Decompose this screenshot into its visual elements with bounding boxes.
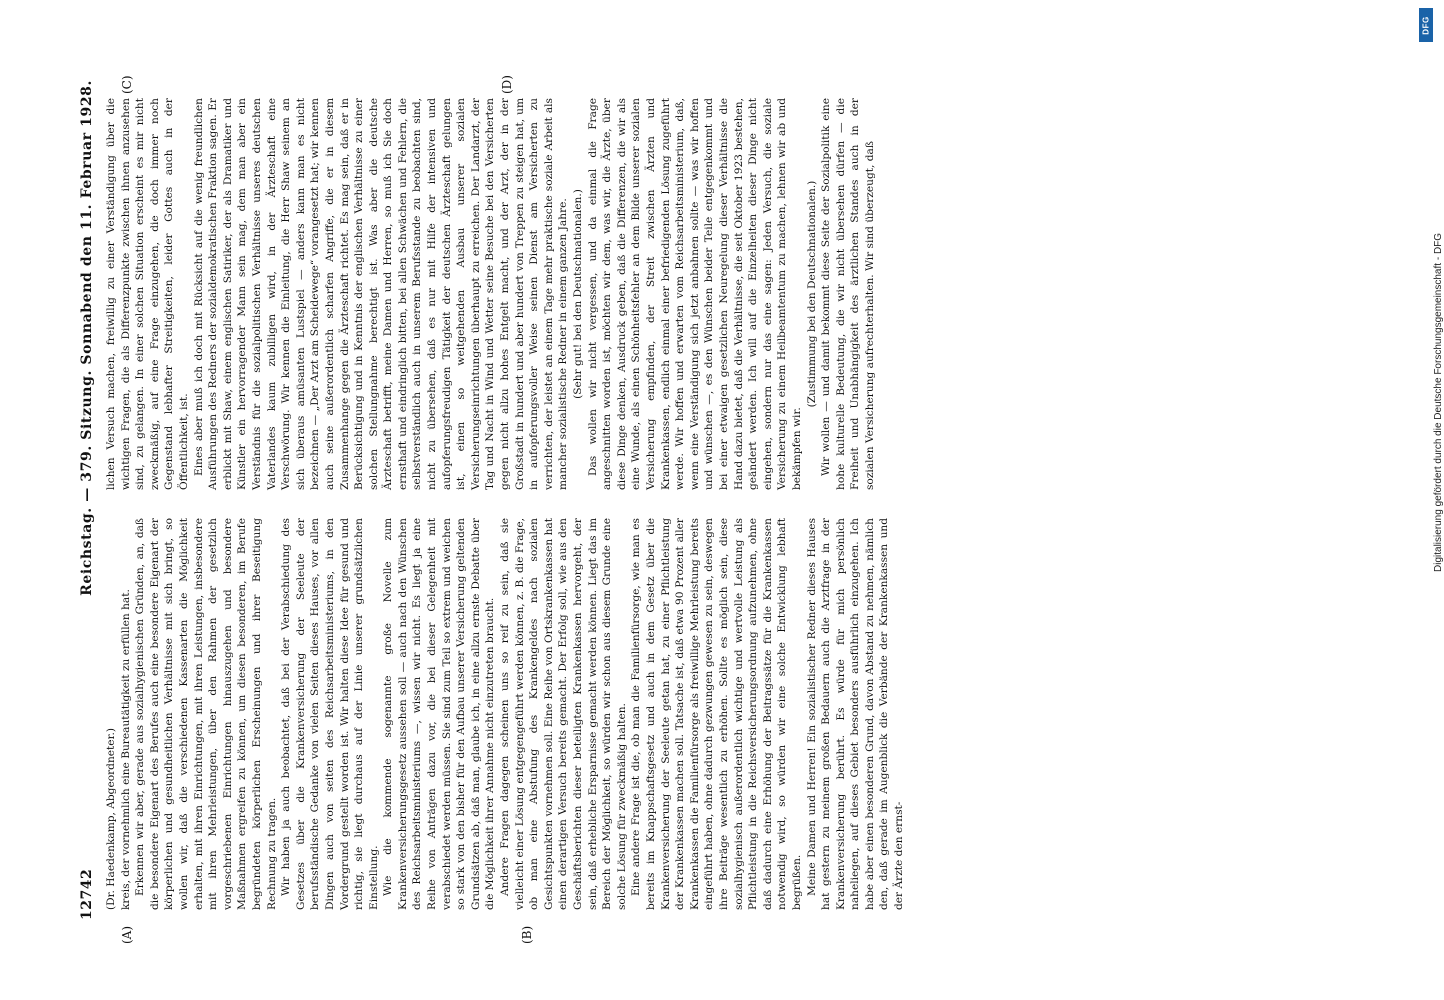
page-number: 12742 — [79, 868, 95, 920]
margin-marker-b: (B) — [520, 925, 534, 944]
margin-marker-c: (C) — [120, 75, 134, 94]
paragraph: Andere Fragen dagegen scheinen uns so reif zu sein, daß sie vielleicht einer Lösung entgegengeführt werden können, z. B. die Frage, ob man eine Abstufung des Krankengeldes nach sozialen Gesichtspunkten vornehmen soll. Eine Reihe von Ortskrankenkassen hat einen derartigen Versuch bereits gemacht. Der Erfolg soll, wie aus den Geschäftsberichten dieser beteiligten Krankenkassen hervorgeht, der sein, daß erhebliche Ersparnisse gemacht werden können. Liegt das im Bereich der Möglichkeit, so würden wir schon aus diesem Grunde eine solche Lösung für zweckmäßig halten. — [499, 517, 628, 910]
paragraph: (Sehr gut! bei den Deutschnationalen.) — [572, 189, 584, 399]
page-title: Reichstag. — 379. Sitzung. Sonnabend den 11. Februar 1928. — [79, 80, 95, 596]
margin-marker-a: (A) — [120, 925, 134, 944]
paragraph: Wir haben ja auch beobachtet, daß bei der Verabschiedung des Gesetzes über die Krankenversicherung der Seeleute der berufsständische Gedanke von vielen Seiten dieses Hauses, vor allen Dingen auch von seiten des Reichsarbeitsministeriums, in den Vordergrund gestellt worden ist. Wir halten diese Idee für gesund und richtig, sie liegt durchaus auf der Linie unserer grundsätzlichen Einstellung. — [280, 518, 380, 910]
paragraph: kreis, der vornehmlich eine Bureautätigkeit zu erfüllen hat. — [119, 589, 132, 910]
document-page — [79, 75, 906, 944]
paragraph: Erkennen wir aber, gerade aus sozialhygienischen Gründen, an, daß die besondere Eigenart des Berufes auch eine besondere Eigenart der körperlichen und gesundheitlichen Verhältnisse mit sich bringt, so wollen wir, daß die verschiedenen Kassenarten die Möglichkeit erhalten, mit ihren Einrichtungen, mit ihren Leistungen, insbesondere mit ihren Mehrleistungen, über den Rahmen der gesetzlich vorgeschriebenen Einrichtungen hinauszugehen und besondere Maßnahmen ergreifen zu können, um diesen besonderen, im Berufe begründeten körperlichen Erscheinungen und ihrer Beseitigung Rechnung zu tragen. — [134, 518, 278, 910]
paragraph: Wir wollen — und damit bekommt diese Seite der Sozialpolitik eine hohe kulturelle Bedeutung, die wir nicht übersehen dürfen — die Freiheit und Unabhängigkeit des ärztlichen Standes auch in der sozialen Versicherung aufrechterhalten. Wir sind überzeugt, daß — [820, 98, 876, 490]
right-column — [104, 98, 876, 490]
page-header — [80, 80, 100, 920]
paragraph: lichen Versuch machen, freiwillig zu einer Verständigung über die wichtigen Fragen, die als Differenzpunkte zwischen ihnen anzusehen sind, zu gelangen. In einer solchen Situation erscheint es mir nicht zweckmäßig, auf eine Frage einzugehen, die doch immer noch Gegenstand lebhafter Streitigkeiten, leider Gottes auch in der Öffentlichkeit, ist. — [105, 98, 190, 490]
paragraph: Das wollen wir nicht vergessen, und da einmal die Frage angeschnitten worden ist, möchten wir dem, was wir, die Ärzte, über diese Dinge denken, Ausdruck geben, daß die Differenzen, die wir als eine Wunde, als einen Schönheitsfehler an dem Bilde unserer sozialen Versicherung empfinden, der Streit zwischen Ärzten und Krankenkassen, endlich einmal einer befriedigenden Lösung zugeführt werde. Wir hoffen und erwarten vom Reichsarbeitsministerium, daß, wenn eine Verständigung sich jetzt anbahnen sollte — was wir hoffen und wünschen —, es den Wünschen beider Teile entgegenkommt und bei einer etwaigen gesetzlichen Neuregelung dieser Verhältnisse die Hand dazu bietet, daß die Verhältnisse, die seit Oktober 1923 bestehen, geändert werden. Ich will auf die Einzelheiten dieser Dinge nicht eingehen, sondern nur das eine sagen: Jeden Versuch, die soziale Versicherung zu einem Heilbeamtentum zu machen, lehnen wir ab und bekämpfen wir. — [586, 98, 803, 490]
margin-marker-d: (D) — [500, 75, 514, 94]
paragraph: Eine andere Frage ist die, ob man die Familienfürsorge, wie man es bereits im Knappschaftsgesetz und auch in dem Gesetz über die Krankenversicherung der Seeleute getan hat, zu einer Pflichtleistung der Krankenkassen machen soll. Tatsache ist, daß etwa 90 Prozent aller Krankenkassen die Familienfürsorge als freiwillige Mehrleistung bereits eingeführt haben, ohne dadurch gezwungen gewesen zu sein, deswegen ihre Beiträge wesentlich zu erhöhen. Sollte es möglich sein, diese sozialhygienisch außerordentlich wichtige und wertvolle Leistung als Pflichtleistung in die Reichsversicherungsordnung aufzunehmen, ohne daß dadurch eine Erhöhung der Beitragssätze für die Krankenkassen notwendig wird, so würden wir eine solche Entwicklung lebhaft begrüßen. — [630, 518, 803, 910]
paragraph: (Zustimmung bei den Deutschnationalen.) — [805, 180, 818, 408]
dfg-logo-text: DFG — [1421, 15, 1431, 35]
paragraph: (Dr. Haedenkamp, Abgeordneter.) — [105, 728, 117, 910]
left-column — [104, 517, 906, 910]
digitization-notice — [1419, 12, 1444, 992]
paragraph: Wie die kommende sogenannte große Novelle zum Krankenversicherungsgesetz aussehen soll — auch nach den Wünschen des Reichsarbeitsministeriums —, wissen wir nicht. Es liegt ja eine Reihe von Anträgen dazu vor, die bei dieser Gelegenheit mit verabschiedet werden müssen. Sie sind zum Teil so extrem und weichen so stark von den bisher für den Aufbau unserer Versicherung geltenden Grundsätzen ab, daß man, glaube ich, in eine allzu ernste Debatte über die Möglichkeit ihrer Annahme nicht einzutreten braucht. — [382, 518, 497, 910]
paragraph: Eines aber muß ich doch mit Rücksicht auf die wenig freundlichen Ausführungen des Redners der sozialdemokratischen Fraktion sagen. Er erblickt mit Shaw, einem englischen Satiriker, der als Dramatiker und Künstler ein hervorragender Mann sein mag, dem man aber ein Verständnis für die sozialpolitischen Verhältnisse unseres deutschen Vaterlandes kaum zubilligen wird, in der Ärzteschaft eine Verschwörung. Wir kennen die Einleitung, die Herr Shaw seinem an sich überaus amüsanten Lustspiel — anders kann man es nicht bezeichnen — „Der Arzt am Scheidewege“ vorangesetzt hat; wir kennen auch seine außerordentlich scharfen Angriffe, die er in diesem Zusammenhange gegen die Ärzteschaft richtet. Es mag sein, daß er in Berücksichtigung und in Kenntnis der englischen Verhältnisse zu einer solchen Stellungnahme berechtigt ist. Was aber die deutsche Ärzteschaft betrifft, meine Damen und Herren, so muß ich Sie doch ernsthaft und eindringlich bitten, bei allen Schwächen und Fehlern, die selbstverständlich auch in unserem Berufsstande zu beobachten sind, nicht zu übersehen, daß es nur mit Hilfe der intensiven und aufopferungsfreudigen Tätigkeit der deutschen Ärzteschaft gelungen ist, einen so weitgehenden Ausbau unserer sozialen Versicherungseinrichtungen überhaupt zu erreichen. Der Landarzt, der Tag und Nacht in Wind und Wetter seine Besuche bei den Versicherten gegen nicht allzu hohes Entgelt macht, und der Arzt, der in der Großstadt in hundert und aber hundert von Treppen zu steigen hat, um in aufopferungsvoller Weise seinen Dienst am Versicherten zu verrichten, der leistet an einem Tage mehr praktische soziale Arbeit als mancher sozialistische Redner in einem ganzen Jahre. — [192, 98, 570, 490]
paragraph: Meine Damen und Herren! Ein sozialistischer Redner dieses Hauses hat gestern zu meinem großen Bedauern auch die Arztfrage in der Krankenversicherung berührt. Es würde für mich persönlich naheliegen, auf dieses Gebiet besonders ausführlich einzugehen. Ich habe aber einen besonderen Grund, davon Abstand zu nehmen, nämlich den, daß gerade im Augenblick die Verbände der Krankenkassen und der Ärzte den ernst- — [805, 518, 906, 910]
digitization-notice-text: Digitalisierung gefördert durch die Deutsche Forschungsgemeinschaft - DFG — [1433, 232, 1444, 572]
